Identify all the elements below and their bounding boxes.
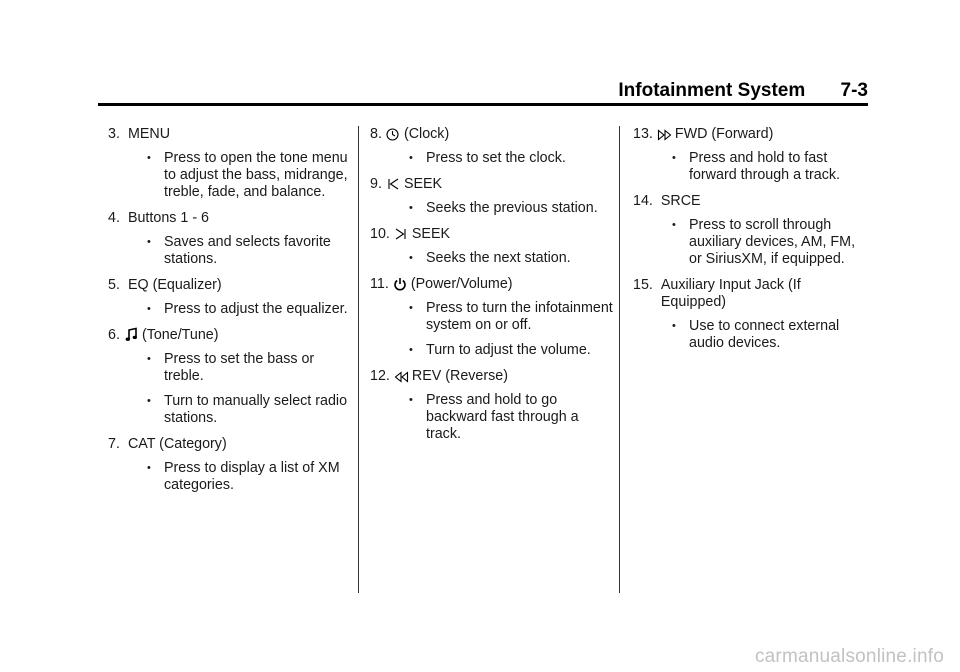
bullet-dot-icon: • bbox=[409, 252, 413, 264]
bullet-dot-icon: • bbox=[409, 202, 413, 214]
page-header bbox=[98, 80, 868, 102]
bullet-dot-icon: • bbox=[147, 395, 151, 407]
bullet-item bbox=[633, 217, 868, 268]
item-label: SEEK bbox=[403, 176, 443, 192]
section-title: Infotainment System bbox=[618, 80, 806, 101]
item-number: 7. bbox=[108, 436, 120, 452]
reverse-icon bbox=[394, 368, 408, 385]
bullet-list bbox=[633, 318, 868, 352]
column-1 bbox=[108, 126, 353, 503]
item-heading bbox=[370, 226, 615, 243]
list-item bbox=[108, 277, 353, 318]
bullet-item bbox=[108, 301, 353, 318]
bullet-list bbox=[370, 150, 615, 167]
bullet-item bbox=[370, 250, 615, 267]
bullet-item bbox=[370, 392, 615, 443]
bullet-text: Press to display a list of XM categories. bbox=[164, 460, 340, 493]
bullet-item bbox=[108, 351, 353, 385]
item-heading bbox=[108, 436, 353, 453]
bullet-dot-icon: • bbox=[409, 394, 413, 406]
bullet-text: Press to scroll through auxiliary devices, AM, FM, or SiriusXM, if equipped. bbox=[689, 217, 856, 267]
item-number: 12. bbox=[370, 368, 390, 384]
bullet-item bbox=[370, 200, 615, 217]
list-item bbox=[370, 126, 615, 167]
item-label: (Tone/Tune) bbox=[141, 327, 219, 343]
list-item bbox=[633, 126, 868, 184]
bullet-dot-icon: • bbox=[409, 302, 413, 314]
bullet-item bbox=[633, 318, 868, 352]
bullet-dot-icon: • bbox=[672, 152, 676, 164]
item-heading bbox=[370, 368, 615, 385]
bullet-text: Press to adjust the equalizer. bbox=[164, 301, 348, 317]
bullet-dot-icon: • bbox=[672, 320, 676, 332]
list-item bbox=[370, 226, 615, 267]
clock-icon bbox=[386, 126, 400, 143]
bullet-text: Seeks the next station. bbox=[426, 250, 571, 266]
bullet-item bbox=[370, 150, 615, 167]
bullet-item bbox=[108, 234, 353, 268]
bullet-list bbox=[370, 392, 615, 443]
bullet-dot-icon: • bbox=[147, 303, 151, 315]
list-item bbox=[108, 210, 353, 268]
list-item bbox=[370, 368, 615, 443]
bullet-item bbox=[370, 342, 615, 359]
list-item bbox=[370, 176, 615, 217]
column-2 bbox=[370, 126, 615, 452]
list-item bbox=[370, 276, 615, 359]
item-number: 13. bbox=[633, 126, 653, 142]
bullet-text: Turn to adjust the volume. bbox=[426, 342, 591, 358]
item-number: 14. bbox=[633, 193, 653, 209]
forward-icon bbox=[657, 126, 671, 143]
bullet-text: Press to set the bass or treble. bbox=[164, 351, 315, 384]
bullet-list bbox=[108, 301, 353, 318]
item-label: REV (Reverse) bbox=[411, 368, 509, 384]
item-heading bbox=[370, 126, 615, 143]
item-heading bbox=[633, 277, 868, 311]
bullet-list bbox=[108, 460, 353, 494]
item-label: Buttons 1 - 6 bbox=[127, 210, 209, 226]
seek-forward-icon bbox=[394, 226, 408, 243]
item-heading bbox=[108, 277, 353, 294]
item-heading bbox=[633, 126, 868, 143]
bullet-list bbox=[108, 234, 353, 268]
bullet-list bbox=[108, 351, 353, 427]
item-number: 9. bbox=[370, 176, 382, 192]
bullet-dot-icon: • bbox=[147, 152, 151, 164]
bullet-list bbox=[370, 200, 615, 217]
item-number: 15. bbox=[633, 277, 653, 293]
header-rule bbox=[98, 103, 868, 106]
bullet-item bbox=[370, 300, 615, 334]
bullet-text: Saves and selects favorite stations. bbox=[164, 234, 331, 267]
column-3 bbox=[633, 126, 868, 361]
list-item bbox=[108, 327, 353, 427]
item-label: EQ (Equalizer) bbox=[127, 277, 222, 293]
bullet-text: Press to open the tone menu to adjust the bass, midrange, treble, fade, and balance. bbox=[164, 150, 348, 200]
watermark: carmanualsonline.info bbox=[754, 646, 944, 667]
item-label: (Clock) bbox=[403, 126, 450, 142]
bullet-list bbox=[108, 150, 353, 201]
bullet-dot-icon: • bbox=[409, 344, 413, 356]
bullet-dot-icon: • bbox=[147, 353, 151, 365]
bullet-text: Press to set the clock. bbox=[426, 150, 566, 166]
item-label: (Power/Volume) bbox=[410, 276, 513, 292]
item-number: 3. bbox=[108, 126, 120, 142]
bullet-dot-icon: • bbox=[409, 152, 413, 164]
seek-back-icon bbox=[386, 176, 400, 193]
bullet-text: Use to connect external audio devices. bbox=[689, 318, 840, 351]
bullet-item bbox=[108, 460, 353, 494]
page-number: 7-3 bbox=[840, 80, 868, 101]
item-label: Auxiliary Input Jack (If Equipped) bbox=[660, 277, 801, 310]
bullet-dot-icon: • bbox=[672, 219, 676, 231]
power-icon bbox=[393, 276, 407, 293]
bullet-list bbox=[370, 300, 615, 359]
bullet-list bbox=[633, 150, 868, 184]
item-heading bbox=[370, 276, 615, 293]
list-item bbox=[633, 193, 868, 268]
item-heading bbox=[108, 126, 353, 143]
list-item bbox=[108, 126, 353, 201]
item-label: MENU bbox=[127, 126, 171, 142]
bullet-dot-icon: • bbox=[147, 236, 151, 248]
list-item bbox=[108, 436, 353, 494]
item-label: SEEK bbox=[411, 226, 451, 242]
item-label: FWD (Forward) bbox=[674, 126, 774, 142]
bullet-item bbox=[108, 393, 353, 427]
bullet-list bbox=[370, 250, 615, 267]
item-number: 10. bbox=[370, 226, 390, 242]
item-label: CAT (Category) bbox=[127, 436, 227, 452]
item-number: 4. bbox=[108, 210, 120, 226]
item-heading bbox=[633, 193, 868, 210]
bullet-item bbox=[633, 150, 868, 184]
bullet-text: Turn to manually select radio stations. bbox=[164, 393, 348, 426]
bullet-list bbox=[633, 217, 868, 268]
item-label: SRCE bbox=[660, 193, 701, 209]
item-heading bbox=[370, 176, 615, 193]
item-number: 6. bbox=[108, 327, 120, 343]
bullet-dot-icon: • bbox=[147, 462, 151, 474]
item-heading bbox=[108, 210, 353, 227]
item-number: 8. bbox=[370, 126, 382, 142]
list-item bbox=[633, 277, 868, 352]
tone-tune-icon bbox=[124, 327, 138, 344]
bullet-text: Press and hold to fast forward through a track. bbox=[689, 150, 840, 183]
bullet-text: Seeks the previous station. bbox=[426, 200, 598, 216]
bullet-text: Press to turn the infotainment system on or off. bbox=[426, 300, 613, 333]
bullet-text: Press and hold to go backward fast through a track. bbox=[426, 392, 579, 442]
column-divider bbox=[358, 126, 359, 593]
item-number: 11. bbox=[370, 276, 389, 292]
column-divider bbox=[619, 126, 620, 593]
item-number: 5. bbox=[108, 277, 120, 293]
bullet-item bbox=[108, 150, 353, 201]
item-heading bbox=[108, 327, 353, 344]
